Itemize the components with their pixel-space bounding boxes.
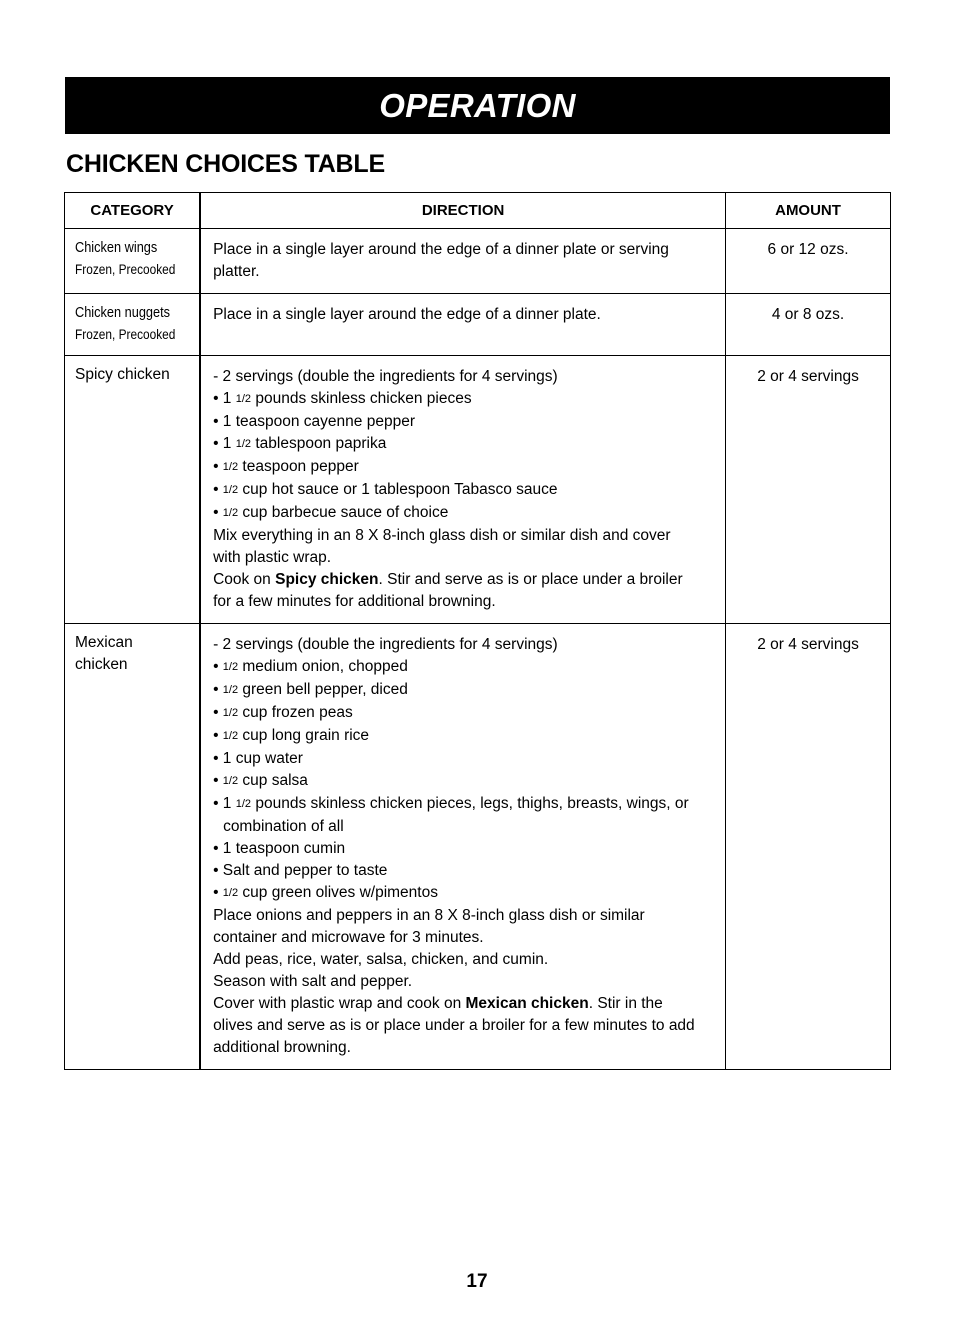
fraction: 1/2 (222, 484, 239, 496)
amount-text: 2 or 4 servings (757, 636, 859, 653)
direction-text: • 1 (213, 795, 236, 812)
direction-line (213, 502, 719, 525)
direction-cell (200, 624, 726, 1070)
direction-text: for a few minutes for additional browning. (213, 593, 496, 610)
direction-line (213, 748, 719, 770)
direction-text: - 2 servings (double the ingredients for 4 servings) (213, 368, 558, 385)
table-row (65, 356, 891, 624)
direction-text: cup salsa (238, 772, 308, 789)
direction-line (213, 591, 719, 613)
direction-text: . Stir in the (588, 995, 663, 1012)
category-cell (65, 356, 201, 624)
fraction: 1/2 (222, 775, 239, 787)
amount-cell (726, 356, 891, 624)
direction-text: cup green olives w/pimentos (238, 884, 438, 901)
direction-text: Place onions and peppers in an 8 X 8-inch glass dish or similar (213, 907, 645, 924)
direction-text: Place in a single layer around the edge of a dinner plate. (213, 306, 601, 323)
direction-cell (200, 294, 726, 356)
table-body (65, 229, 891, 1070)
category-text: Frozen, Precooked (75, 262, 176, 277)
direction-text: Cook on (213, 571, 276, 588)
fraction: 1/2 (222, 730, 239, 742)
direction-line (213, 304, 719, 326)
direction-text: • 1 cup water (213, 750, 303, 767)
direction-text: - 2 servings (double the ingredients for 4 servings) (213, 636, 558, 653)
direction-text: cup frozen peas (238, 704, 353, 721)
direction-line (213, 547, 719, 569)
direction-text: green bell pepper, diced (238, 681, 408, 698)
direction-line (213, 882, 719, 905)
direction-text: Place in a single layer around the edge of a dinner plate or serving (213, 241, 669, 258)
direction-text: • (213, 772, 223, 789)
fraction: 1/2 (235, 438, 252, 450)
direction-text: Cover with plastic wrap and cook on (213, 995, 466, 1012)
direction-line (213, 770, 719, 793)
direction-line (213, 634, 719, 656)
fraction: 1/2 (235, 393, 252, 405)
direction-text: • (213, 704, 223, 721)
column-header-amount: AMOUNT (726, 193, 891, 229)
program-name: Mexican chicken (465, 995, 589, 1012)
amount-cell (726, 294, 891, 356)
category-text: Spicy chicken (75, 366, 170, 383)
direction-cell (200, 229, 726, 294)
fraction: 1/2 (222, 684, 239, 696)
table-header-row (65, 193, 891, 229)
direction-text: with plastic wrap. (213, 549, 332, 566)
column-header-category: CATEGORY (65, 193, 201, 229)
direction-text: • 1 (213, 435, 236, 452)
amount-text: 4 or 8 ozs. (771, 306, 845, 323)
fraction: 1/2 (235, 798, 252, 810)
direction-line (213, 860, 719, 882)
direction-line (213, 388, 719, 411)
section-banner (65, 77, 890, 134)
direction-line (213, 793, 719, 816)
direction-text: • 1 (213, 390, 236, 407)
direction-text: cup barbecue sauce of choice (238, 504, 449, 521)
direction-line (213, 479, 719, 502)
fraction: 1/2 (222, 507, 239, 519)
direction-text: cup hot sauce or 1 tablespoon Tabasco sauce (238, 481, 558, 498)
direction-text: Mix everything in an 8 X 8-inch glass dish or similar dish and cover (213, 527, 671, 544)
amount-text: 2 or 4 servings (757, 368, 859, 385)
page-number: 17 (466, 1271, 488, 1292)
direction-text: Season with salt and pepper. (213, 973, 413, 990)
direction-line (213, 1037, 719, 1059)
fraction: 1/2 (222, 887, 239, 899)
direction-text: combination of all (223, 818, 344, 835)
direction-line (213, 816, 719, 838)
direction-line (213, 366, 719, 388)
direction-text: platter. (213, 263, 260, 280)
direction-line (213, 679, 719, 702)
direction-line (213, 456, 719, 479)
direction-text: cup long grain rice (238, 727, 370, 744)
direction-line (213, 656, 719, 679)
category-cell (65, 229, 201, 294)
amount-text: 6 or 12 ozs. (767, 241, 849, 258)
direction-line (213, 525, 719, 547)
category-cell (65, 294, 201, 356)
direction-text: additional browning. (213, 1039, 351, 1056)
direction-line (213, 905, 719, 927)
direction-text: • (213, 504, 223, 521)
direction-text: • (213, 481, 223, 498)
direction-text: • 1 teaspoon cumin (213, 840, 346, 857)
table-row (65, 294, 891, 356)
direction-text: tablespoon paprika (251, 435, 387, 452)
amount-cell (726, 229, 891, 294)
fraction: 1/2 (222, 461, 239, 473)
direction-line (213, 949, 719, 971)
direction-text: • 1 teaspoon cayenne pepper (213, 413, 415, 430)
direction-cell (200, 356, 726, 624)
page-title: CHICKEN CHOICES TABLE (66, 150, 385, 178)
table-row (65, 229, 891, 294)
direction-text: • (213, 658, 223, 675)
direction-text: teaspoon pepper (238, 458, 359, 475)
program-name: Spicy chicken (275, 571, 379, 588)
direction-line (213, 239, 719, 261)
direction-text: • (213, 884, 223, 901)
direction-line (213, 993, 719, 1015)
direction-line (213, 411, 719, 433)
direction-line (213, 725, 719, 748)
direction-text: • (213, 458, 223, 475)
direction-line (213, 433, 719, 456)
category-text: Chicken wings (75, 240, 158, 256)
direction-text: . Stir and serve as is or place under a broiler (378, 571, 683, 588)
direction-line (213, 1015, 719, 1037)
category-cell (65, 624, 201, 1070)
direction-line (213, 702, 719, 725)
banner-title: OPERATION (379, 87, 576, 124)
category-text: Mexican (75, 634, 133, 651)
direction-text: • (213, 681, 223, 698)
direction-text: olives and serve as is or place under a broiler for a few minutes to add (213, 1017, 695, 1034)
direction-line (213, 927, 719, 949)
table-row (65, 624, 891, 1070)
amount-cell (726, 624, 891, 1070)
direction-text: Add peas, rice, water, salsa, chicken, and cumin. (213, 951, 549, 968)
direction-text: • (213, 727, 223, 744)
direction-text: container and microwave for 3 minutes. (213, 929, 484, 946)
direction-text: • Salt and pepper to taste (213, 862, 388, 879)
fraction: 1/2 (222, 707, 239, 719)
column-header-direction: DIRECTION (200, 193, 726, 229)
category-text: chicken (75, 656, 128, 673)
direction-line (213, 971, 719, 993)
fraction: 1/2 (222, 661, 239, 673)
direction-text: medium onion, chopped (238, 658, 408, 675)
category-text: Chicken nuggets (75, 305, 171, 321)
category-text: Frozen, Precooked (75, 327, 176, 342)
direction-line (213, 569, 719, 591)
direction-text: pounds skinless chicken pieces (251, 390, 472, 407)
direction-line (213, 261, 719, 283)
direction-line (213, 838, 719, 860)
chicken-choices-table (64, 192, 891, 1070)
direction-text: pounds skinless chicken pieces, legs, thighs, breasts, wings, or (251, 795, 689, 812)
